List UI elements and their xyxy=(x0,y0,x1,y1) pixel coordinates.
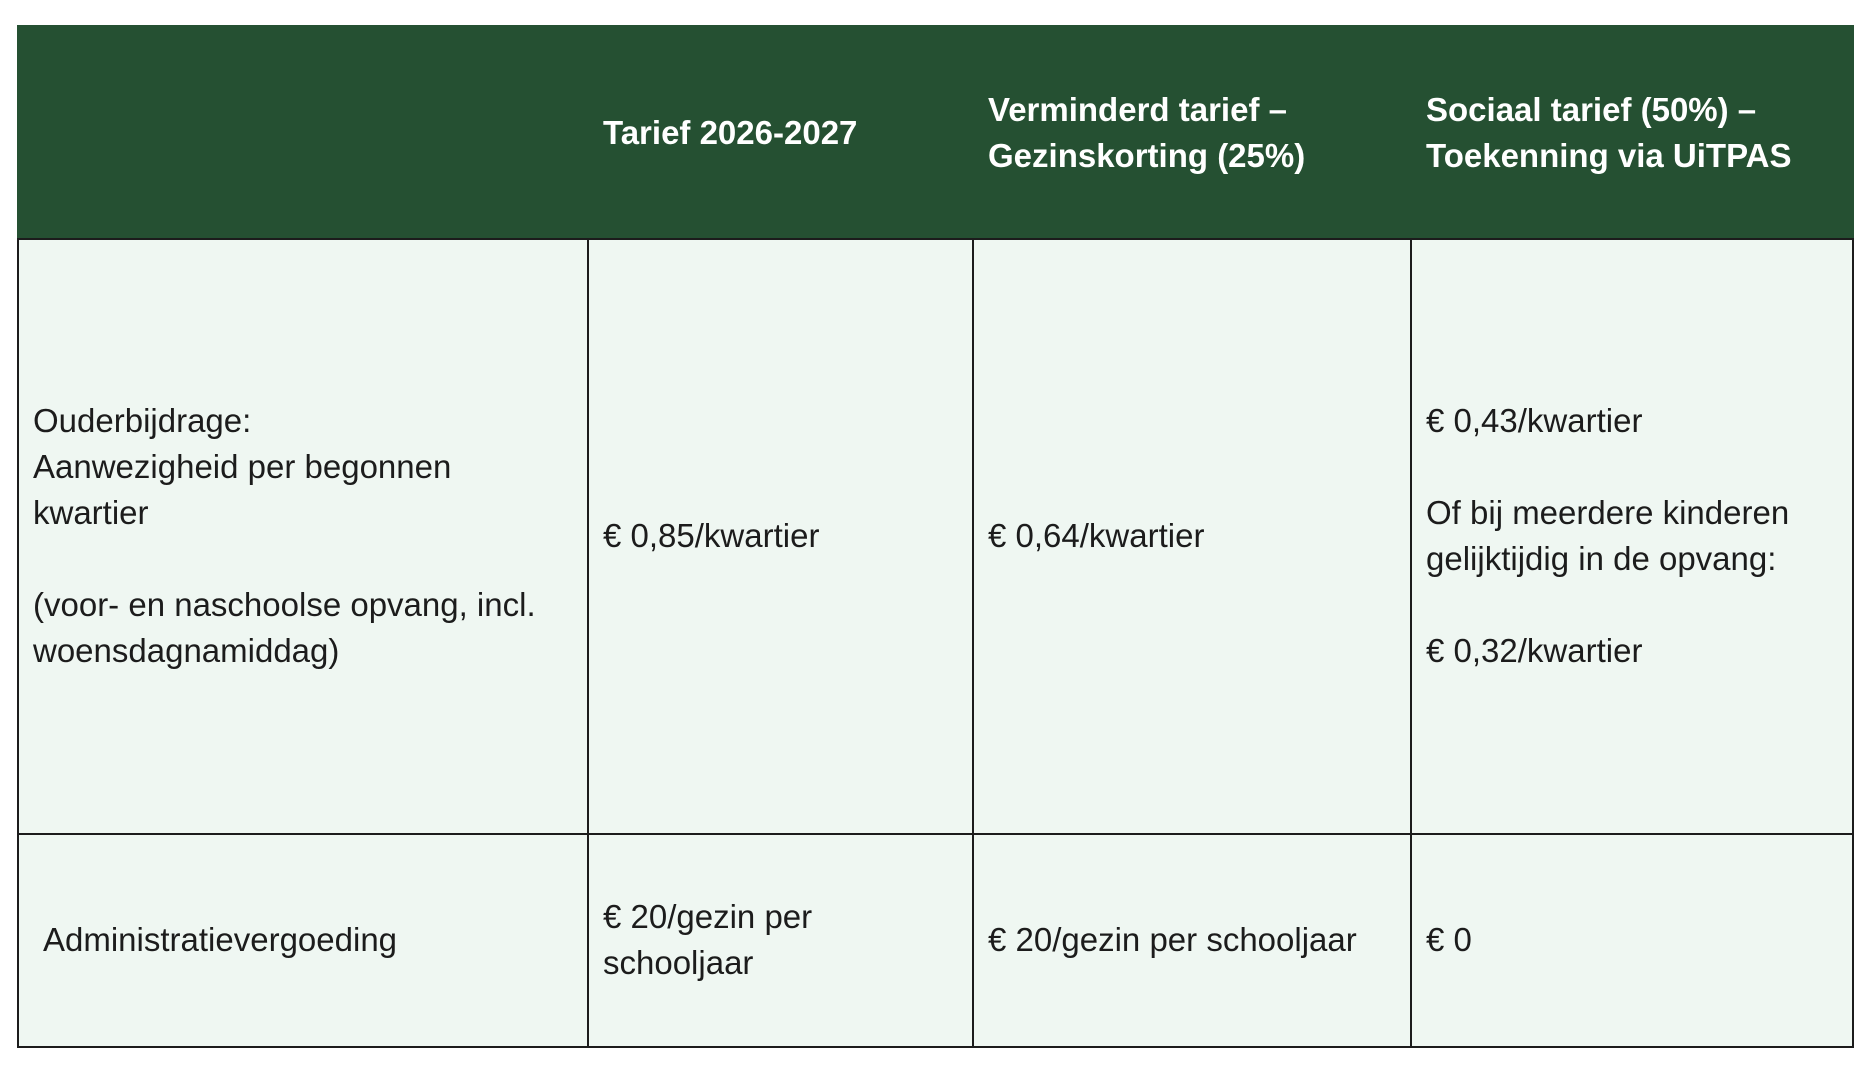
tarief-cell xyxy=(588,239,973,834)
row-label-cell xyxy=(18,834,588,1047)
row-label-administratievergoeding: Administratievergoeding xyxy=(43,921,398,959)
tarief-value: € 0,85/kwartier xyxy=(603,517,820,555)
table-row-administratievergoeding xyxy=(18,834,1853,1047)
verminderd-value: € 20/gezin per schooljaar xyxy=(988,921,1357,959)
header-empty-cell xyxy=(18,26,588,239)
tariff-table xyxy=(17,25,1854,1048)
tarief-value: € 20/gezin per schooljaar xyxy=(603,898,813,982)
header-sociaal-text: Sociaal tarief (50%) – Toekenning via UiTPAS xyxy=(1426,90,1792,174)
sociaal-value: € 0,43/kwartier Of bij meerdere kinderen gelijktijdig in de opvang: € 0,32/kwartier xyxy=(1426,402,1790,670)
header-row xyxy=(18,26,1853,239)
sociaal-cell xyxy=(1411,239,1853,834)
row-label-cell xyxy=(18,239,588,834)
tarief-cell xyxy=(588,834,973,1047)
verminderd-cell xyxy=(973,834,1411,1047)
row-label-ouderbijdrage: Ouderbijdrage: Aanwezigheid per begonnen kwartier (voor- en naschoolse opvang, incl. woensdagnamiddag) xyxy=(33,402,536,670)
verminderd-value: € 0,64/kwartier xyxy=(988,517,1205,555)
header-tarief xyxy=(588,26,973,239)
sociaal-value: € 0 xyxy=(1426,921,1472,959)
header-verminderd-text: Verminderd tarief – Gezinskorting (25%) xyxy=(988,90,1306,174)
header-sociaal-tarief xyxy=(1411,26,1853,239)
header-tarief-text: Tarief 2026-2027 xyxy=(603,113,858,151)
header-verminderd-tarief xyxy=(973,26,1411,239)
verminderd-cell xyxy=(973,239,1411,834)
table-row-ouderbijdrage xyxy=(18,239,1853,834)
sociaal-cell xyxy=(1411,834,1853,1047)
